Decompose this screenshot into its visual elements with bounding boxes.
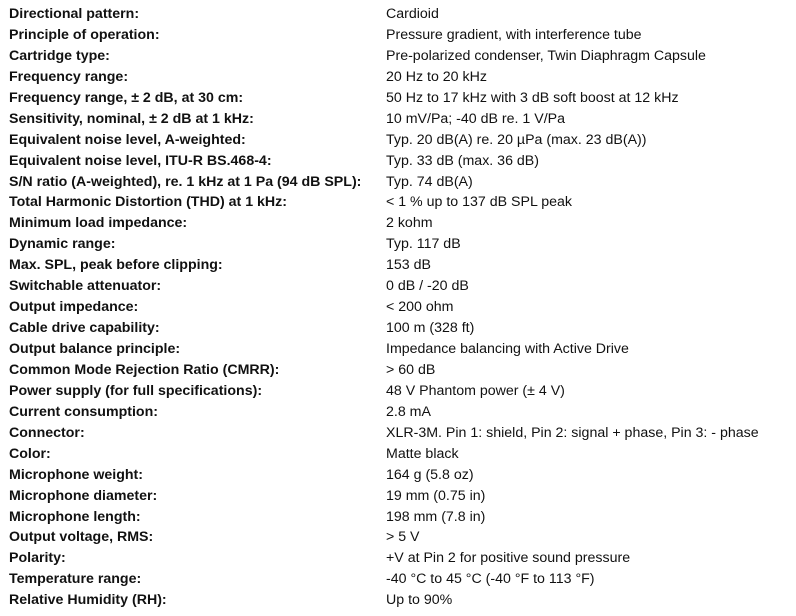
spec-row [9, 360, 793, 381]
spec-label: Connector: [9, 424, 85, 441]
spec-label: Relative Humidity (RH): [9, 592, 167, 609]
spec-row [9, 507, 793, 528]
spec-label: S/N ratio (A-weighted), re. 1 kHz at 1 Pa (94 dB SPL): [9, 173, 362, 190]
spec-row [9, 339, 793, 360]
spec-row [9, 130, 793, 151]
spec-row [9, 444, 793, 465]
spec-label: Dynamic range: [9, 236, 116, 253]
spec-row [9, 109, 793, 130]
spec-label: Output voltage, RMS: [9, 529, 154, 546]
spec-row [9, 402, 793, 423]
spec-label: Total Harmonic Distortion (THD) at 1 kHz: [9, 194, 287, 211]
spec-value: Impedance balancing with Active Drive [386, 341, 629, 357]
spec-label: Microphone weight: [9, 466, 143, 483]
spec-label: Temperature range: [9, 571, 142, 588]
spec-row [9, 318, 793, 339]
spec-value: 19 mm (0.75 in) [386, 487, 486, 504]
spec-value: 153 dB [386, 257, 431, 274]
spec-label: Output impedance: [9, 299, 139, 316]
spec-row [9, 88, 793, 109]
spec-value: Typ. 74 dB(A) [386, 173, 473, 190]
spec-label: Output balance principle: [9, 341, 181, 357]
spec-label: Max. SPL, peak before clipping: [9, 257, 223, 274]
spec-value: > 5 V [386, 529, 420, 546]
spec-value: 2.8 mA [386, 403, 431, 420]
spec-value: 100 m (328 ft) [386, 320, 475, 337]
spec-row [9, 548, 793, 569]
spec-value: 0 dB / -20 dB [386, 278, 469, 295]
spec-value: < 200 ohm [386, 299, 454, 316]
spec-row [9, 213, 793, 234]
spec-label: Frequency range, ± 2 dB, at 30 cm: [9, 89, 244, 106]
spec-value: XLR-3M. Pin 1: shield, Pin 2: signal + phase, Pin 3: - phase [386, 424, 759, 441]
spec-value: Pressure gradient, with interference tube [386, 26, 642, 43]
spec-value: 198 mm (7.8 in) [386, 508, 486, 525]
spec-value: 10 mV/Pa; -40 dB re. 1 V/Pa [386, 110, 566, 127]
spec-row [9, 25, 793, 46]
spec-row [9, 465, 793, 486]
spec-value: 20 Hz to 20 kHz [386, 68, 487, 85]
spec-table [9, 4, 793, 611]
spec-row [9, 527, 793, 548]
spec-row [9, 569, 793, 590]
spec-label: Sensitivity, nominal, ± 2 dB at 1 kHz: [9, 110, 254, 127]
spec-label: Equivalent noise level, ITU-R BS.468-4: [9, 152, 272, 169]
spec-label: Common Mode Rejection Ratio (CMRR): [9, 361, 280, 378]
spec-row [9, 151, 793, 172]
spec-row [9, 234, 793, 255]
spec-label: Equivalent noise level, A-weighted: [9, 131, 246, 148]
spec-label: Frequency range: [9, 68, 129, 85]
spec-label: Directional pattern: [9, 6, 140, 22]
spec-label: Principle of operation: [9, 26, 160, 43]
spec-value: 50 Hz to 17 kHz with 3 dB soft boost at 12 kHz [386, 89, 679, 106]
spec-row [9, 67, 793, 88]
spec-label: Switchable attenuator: [9, 278, 162, 295]
spec-value: +V at Pin 2 for positive sound pressure [386, 550, 631, 567]
spec-value: Up to 90% [386, 592, 453, 609]
spec-row [9, 297, 793, 318]
spec-label: Power supply (for full specifications): [9, 382, 263, 399]
spec-value: < 1 % up to 137 dB SPL peak [386, 194, 573, 211]
spec-label: Cartridge type: [9, 47, 110, 64]
spec-label: Microphone diameter: [9, 487, 158, 504]
spec-row [9, 255, 793, 276]
spec-label: Cable drive capability: [9, 320, 160, 337]
spec-row [9, 4, 793, 25]
spec-row [9, 590, 793, 611]
spec-value: Cardioid [386, 6, 439, 22]
spec-label: Color: [9, 445, 51, 462]
spec-value: Typ. 117 dB [386, 236, 461, 253]
spec-value: Matte black [386, 445, 459, 462]
spec-value: > 60 dB [386, 361, 436, 378]
spec-label: Microphone length: [9, 508, 141, 525]
spec-value: 48 V Phantom power (± 4 V) [386, 382, 565, 399]
spec-row [9, 192, 793, 213]
spec-row [9, 276, 793, 297]
spec-value: Pre-polarized condenser, Twin Diaphragm Capsule [386, 47, 706, 64]
spec-label: Polarity: [9, 550, 66, 567]
spec-value: Typ. 33 dB (max. 36 dB) [386, 152, 539, 169]
spec-row [9, 172, 793, 193]
spec-label: Minimum load impedance: [9, 215, 188, 232]
spec-row [9, 46, 793, 67]
spec-value: -40 °C to 45 °C (-40 °F to 113 °F) [386, 571, 595, 588]
spec-value: Typ. 20 dB(A) re. 20 µPa (max. 23 dB(A)) [386, 131, 647, 148]
spec-row [9, 381, 793, 402]
spec-value: 2 kohm [386, 215, 433, 232]
spec-label: Current consumption: [9, 403, 158, 420]
spec-value: 164 g (5.8 oz) [386, 466, 474, 483]
spec-row [9, 423, 793, 444]
spec-row [9, 486, 793, 507]
